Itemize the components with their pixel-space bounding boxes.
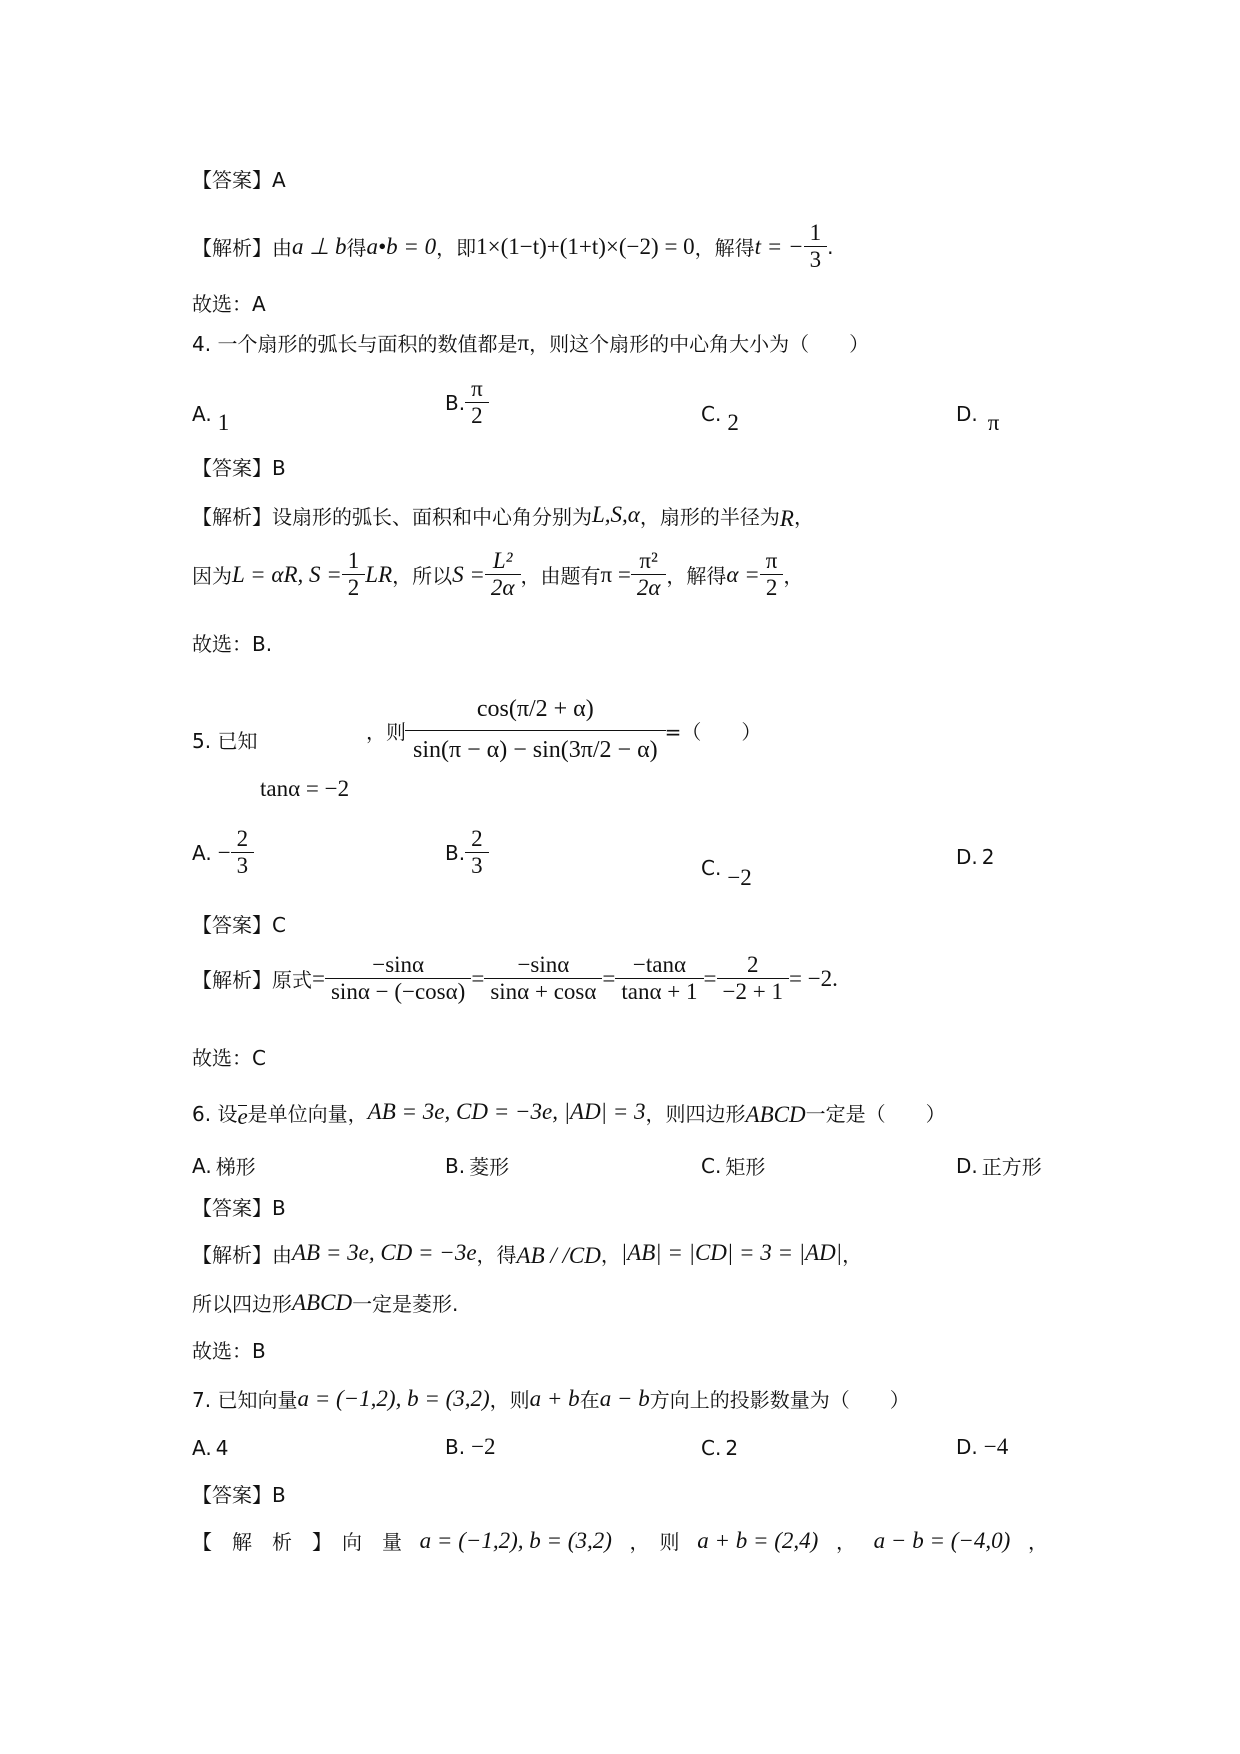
q4-option-d xyxy=(956,392,999,436)
math-result: = −2. xyxy=(788,965,838,991)
text: ， xyxy=(836,1530,856,1554)
math-parallel: AB / /CD xyxy=(516,1243,601,1268)
answer-text: 【答案】B xyxy=(192,456,286,480)
choose-text: 故选：A xyxy=(192,292,266,316)
text: ， xyxy=(1027,1530,1048,1554)
text: ，得 xyxy=(476,1242,517,1267)
numerator: π xyxy=(471,376,483,401)
text: ，即 xyxy=(436,236,477,261)
q5-choose xyxy=(192,1042,266,1071)
math-pi-eq: π = xyxy=(600,561,631,587)
q4-choose xyxy=(192,628,272,657)
q6-option-b xyxy=(445,1151,509,1180)
q4-answer xyxy=(192,452,286,481)
math-abcd: ABCD xyxy=(745,1102,806,1127)
option-value: 2 xyxy=(727,410,739,435)
text: 5. 已知 xyxy=(192,729,258,753)
text: ，解得 xyxy=(694,236,755,261)
numerator: 2 xyxy=(746,952,759,977)
text: 是单位向量， xyxy=(247,1101,368,1126)
option-value: 矩形 xyxy=(725,1155,766,1179)
numerator: L² xyxy=(492,548,513,573)
fraction xyxy=(409,690,662,770)
numerator: cos(π/2 + α) xyxy=(476,696,594,722)
math-given: tanα = −2 xyxy=(260,776,350,801)
text: . xyxy=(827,234,834,259)
option-value: 2 xyxy=(981,845,995,869)
math-sum: a + b = (2,4) xyxy=(697,1527,819,1553)
q5-option-b xyxy=(445,826,489,880)
fraction xyxy=(234,826,252,880)
option-value: 4 xyxy=(215,1436,229,1460)
option-value: −2 xyxy=(471,1434,496,1459)
analysis-label: 【解析】由 xyxy=(192,236,292,261)
q6-option-d xyxy=(956,1151,1042,1180)
denominator: −2 + 1 xyxy=(717,978,789,1005)
numerator: −sinα xyxy=(372,952,425,977)
fraction xyxy=(328,952,468,1006)
math-lr: LR xyxy=(365,561,393,587)
text: 在 xyxy=(579,1388,600,1412)
text: ，则这个扇形的中心角大小为（ ） xyxy=(529,332,870,356)
text: 【解析】设扇形的弧长、面积和中心角分别为 xyxy=(192,504,592,529)
denominator: sinα − (−cosα) xyxy=(325,978,471,1005)
option-label: D. xyxy=(956,1435,978,1459)
math-abcd: ABCD xyxy=(292,1289,353,1315)
fraction xyxy=(488,548,518,602)
q4-analysis-line2 xyxy=(192,548,803,602)
numerator: 2 xyxy=(471,826,483,851)
option-label: C. xyxy=(701,856,722,880)
text: 【解析】原式 xyxy=(192,968,312,993)
fraction xyxy=(487,952,599,1006)
q4-option-b xyxy=(445,376,489,430)
q5-option-a xyxy=(192,826,254,880)
math-alpha: α = xyxy=(726,561,760,587)
q5-stem-label xyxy=(192,725,257,754)
choose-text: 故选：C xyxy=(192,1046,266,1070)
q5-answer xyxy=(192,909,286,938)
option-label: A. xyxy=(192,1153,212,1178)
numerator: −sinα xyxy=(517,952,570,977)
fraction xyxy=(634,548,664,602)
text: ，扇形的半径为 xyxy=(639,504,780,529)
q5-option-c xyxy=(701,845,752,891)
denominator: sinα + cosα xyxy=(484,978,602,1005)
q7-answer xyxy=(192,1479,286,1508)
denominator: sin(π − α) − sin(3π/2 − α) xyxy=(405,730,666,771)
option-sign: − xyxy=(217,839,231,865)
answer-text: 【答案】C xyxy=(192,913,286,937)
fraction xyxy=(468,376,486,430)
option-label: B. xyxy=(445,390,466,415)
denominator: 3 xyxy=(231,852,255,879)
option-label: C. xyxy=(701,1153,722,1178)
option-label: B. xyxy=(445,840,466,865)
math-condition: AB = 3e, CD = −3e xyxy=(292,1240,477,1265)
option-label: D. xyxy=(956,845,978,869)
text: 4. 一个扇形的弧长与面积的数值都是 xyxy=(192,332,518,356)
q6-option-c xyxy=(701,1151,765,1180)
text: ，则 xyxy=(489,1388,530,1412)
choose-text: 故选：B xyxy=(192,1339,266,1363)
math-sum: a + b xyxy=(529,1385,580,1411)
math-vectors: a = (−1,2), b = (3,2) xyxy=(297,1385,490,1411)
option-value: 正方形 xyxy=(981,1155,1042,1179)
numerator: π² xyxy=(639,548,658,573)
option-label: A. xyxy=(192,840,212,865)
denominator: 3 xyxy=(465,852,489,879)
q6-stem xyxy=(192,1094,946,1130)
option-label: A. xyxy=(192,1436,212,1460)
text: 【解析】由 xyxy=(192,1242,292,1267)
fraction xyxy=(763,548,781,602)
q5-option-d xyxy=(956,845,995,869)
math-eq: L = αR, S = xyxy=(232,561,342,587)
option-value: 2 xyxy=(725,1436,739,1460)
q3-answer xyxy=(192,164,286,193)
option-value: 梯形 xyxy=(215,1155,256,1179)
fraction xyxy=(618,952,700,1006)
q4-option-c xyxy=(701,392,739,436)
numerator: 1 xyxy=(347,548,360,573)
q5-stem-expression xyxy=(366,690,761,770)
denominator: 2 xyxy=(465,402,489,429)
math-vectors: a = (−1,2), b = (3,2) xyxy=(419,1527,612,1553)
option-value: 1 xyxy=(217,410,230,435)
option-value: 菱形 xyxy=(469,1155,510,1179)
q3-analysis xyxy=(192,220,833,274)
q4-analysis xyxy=(192,498,814,532)
denominator: 2 xyxy=(760,574,784,601)
q4-option-a xyxy=(192,392,229,436)
math-perp: a ⊥ b xyxy=(292,233,347,259)
option-label: C. xyxy=(701,1436,722,1460)
q3-choose xyxy=(192,288,266,317)
math-dot: a•b = 0 xyxy=(366,233,437,259)
option-value: π xyxy=(987,410,1000,435)
numerator: π xyxy=(765,548,778,573)
option-label: C. xyxy=(701,402,722,426)
math-equation: 1×(1−t)+(1+t)×(−2) = 0 xyxy=(476,233,695,259)
q6-choose xyxy=(192,1335,266,1364)
numerator: −tanα xyxy=(632,952,687,977)
denominator: 2α xyxy=(631,574,667,601)
text: 一定是菱形. xyxy=(352,1292,459,1316)
denominator: 2α xyxy=(485,574,521,601)
numerator: 1 xyxy=(809,220,822,245)
q6-option-a xyxy=(192,1151,256,1180)
option-label: B. xyxy=(445,1153,466,1178)
text: 【 解 析 】 向 量 xyxy=(192,1530,402,1554)
text: ， xyxy=(783,564,804,589)
option-label: A. xyxy=(192,402,212,426)
text: 6. 设 xyxy=(192,1101,238,1126)
fraction xyxy=(345,548,363,602)
text: 因为 xyxy=(192,564,232,589)
q6-analysis xyxy=(192,1237,862,1269)
option-label: D. xyxy=(956,1153,978,1178)
option-value: −2 xyxy=(727,865,752,890)
math-vars: L,S,α xyxy=(592,502,640,527)
math-e: e xyxy=(237,1104,248,1129)
q5-given xyxy=(260,776,349,802)
text: 一定是（ ） xyxy=(805,1101,946,1126)
text: ， xyxy=(600,1242,621,1267)
text: ， 则 xyxy=(629,1530,680,1554)
denominator: 2 xyxy=(342,574,366,601)
q7-stem xyxy=(192,1384,910,1413)
q4-stem xyxy=(192,328,869,357)
math-condition: AB = 3e, CD = −3e, |AD| = 3 xyxy=(367,1099,646,1124)
text: 所以四边形 xyxy=(192,1292,292,1316)
text: ，解得 xyxy=(666,564,727,589)
q6-analysis-line2 xyxy=(192,1288,458,1317)
q5-analysis: 【解析】原式 = $\frac{-\sin\alpha}{\sin\alpha - (-\cos\alpha)}$ = $\frac{-\sin\alpha}{\sin\alpha + \cos\alpha}$ = $\frac{-\tan\alpha}{\tan\alpha + 1}$ = $\frac{2}{-2 + 1}$ = −2. xyxy=(192,952,838,1005)
math-diff: a − b xyxy=(599,1385,650,1411)
math-s: S = xyxy=(452,561,485,587)
answer-text: 【答案】B xyxy=(192,1483,286,1507)
q7-analysis xyxy=(192,1526,1048,1555)
math-r: R xyxy=(779,506,794,531)
fraction xyxy=(807,220,825,274)
text: ，由题有 xyxy=(520,564,601,589)
option-label: D. xyxy=(956,402,978,426)
denominator: 3 xyxy=(804,246,828,273)
text: 7. 已知向量 xyxy=(192,1388,298,1412)
text: =（ ） xyxy=(664,719,762,744)
text: 方向上的投影数量为（ ） xyxy=(649,1388,910,1412)
answer-text: 【答案】A xyxy=(192,168,286,192)
q6-answer xyxy=(192,1192,286,1221)
math-moduli: |AB| = |CD| = 3 = |AD| xyxy=(620,1240,843,1265)
q7-option-a xyxy=(192,1436,228,1460)
text: ， xyxy=(793,504,814,529)
denominator: tanα + 1 xyxy=(615,978,703,1005)
text: ，则 xyxy=(366,719,406,744)
text: ，则四边形 xyxy=(645,1101,746,1126)
q7-option-c xyxy=(701,1436,738,1460)
option-value: −4 xyxy=(983,1434,1009,1459)
choose-text: 故选：B. xyxy=(192,632,273,656)
math-t: t = − xyxy=(754,233,804,259)
numerator: 2 xyxy=(236,826,249,851)
option-label: B. xyxy=(445,1435,466,1459)
text: 得 xyxy=(346,236,367,261)
fraction xyxy=(720,952,786,1006)
text: ，所以 xyxy=(392,564,453,589)
fraction xyxy=(468,826,486,880)
q7-option-d xyxy=(956,1434,1008,1460)
math-diff: a − b = (−4,0) xyxy=(873,1527,1011,1553)
answer-text: 【答案】B xyxy=(192,1196,286,1220)
text: ， xyxy=(842,1242,863,1267)
math-pi: π xyxy=(517,329,530,355)
q7-option-b xyxy=(445,1434,496,1460)
